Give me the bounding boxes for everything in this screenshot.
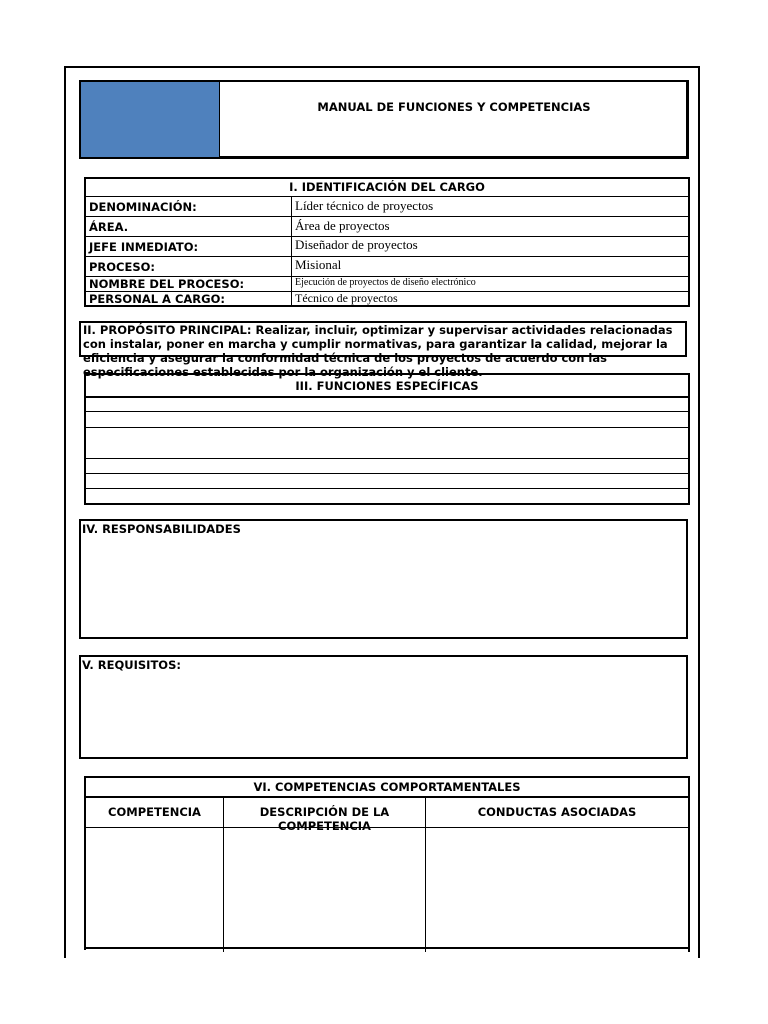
page-frame-top-border	[64, 66, 700, 68]
identification-table	[84, 177, 690, 307]
field-label-jefe-inmediato: JEFE INMEDIATO:	[89, 240, 199, 254]
competencies-table-title: VI. COMPETENCIAS COMPORTAMENTALES	[253, 780, 521, 794]
table-divider	[86, 216, 688, 217]
responsibilities-box	[79, 519, 688, 639]
identification-table-title: I. IDENTIFICACIÓN DEL CARGO	[289, 180, 485, 194]
table-divider	[86, 427, 688, 428]
table-column-divider	[425, 796, 426, 952]
table-column-divider	[688, 796, 690, 952]
field-label-nombre-proceso: NOMBRE DEL PROCESO:	[89, 277, 245, 291]
document-title: MANUAL DE FUNCIONES Y COMPETENCIAS	[317, 100, 591, 114]
table-divider	[86, 411, 688, 412]
table-divider	[86, 473, 688, 474]
competencies-table	[84, 776, 690, 950]
responsibilities-title: IV. RESPONSABILIDADES	[82, 522, 241, 536]
field-label-area: ÁREA.	[89, 220, 129, 234]
field-label-personal-a-cargo: PERSONAL A CARGO:	[89, 292, 225, 306]
column-header-descripcion: DESCRIPCIÓN DE LA COMPETENCIA	[259, 805, 390, 833]
table-divider	[86, 796, 688, 798]
field-value-jefe-inmediato: Diseñador de proyectos	[295, 237, 418, 252]
table-divider	[86, 488, 688, 489]
field-value-personal-a-cargo: Técnico de proyectos	[295, 291, 398, 305]
table-bottom-border	[84, 947, 690, 949]
field-value-nombre-proceso: Ejecución de proyectos de diseño electrónico	[295, 277, 476, 288]
column-header-conductas: CONDUCTAS ASOCIADAS	[477, 805, 637, 819]
table-divider	[86, 196, 688, 197]
field-value-proceso: Misional	[295, 257, 342, 272]
field-value-area: Área de proyectos	[295, 218, 390, 233]
table-divider	[86, 256, 688, 257]
page-frame-left-border	[64, 66, 66, 958]
table-divider	[86, 396, 688, 398]
table-divider	[86, 458, 688, 459]
logo-placeholder	[81, 82, 220, 157]
page-frame-right-border	[698, 66, 700, 958]
purpose-box	[79, 321, 687, 379]
functions-table	[84, 373, 690, 505]
field-value-denominacion: Líder técnico de proyectos	[295, 198, 434, 213]
requirements-title: V. REQUISITOS:	[82, 658, 181, 672]
field-label-denominacion: DENOMINACIÓN:	[89, 200, 197, 214]
purpose-text: II. PROPÓSITO PRINCIPAL: Realizar, incluir, optimizar y supervisar actividades relacionadas con instalar, poner en marcha y cumplir normativas, para garantizar la calidad, mejorar la eficiencia y asegurar la conformidad técnica de los proyectos de acuerdo con las especificaciones establecidas por la organización y el cliente.	[83, 323, 673, 379]
functions-table-title: III. FUNCIONES ESPECÍFICAS	[295, 379, 479, 393]
field-label-proceso: PROCESO:	[89, 260, 156, 274]
column-header-competencia: COMPETENCIA	[108, 805, 201, 819]
requirements-box	[79, 655, 688, 759]
table-column-divider	[291, 196, 292, 305]
